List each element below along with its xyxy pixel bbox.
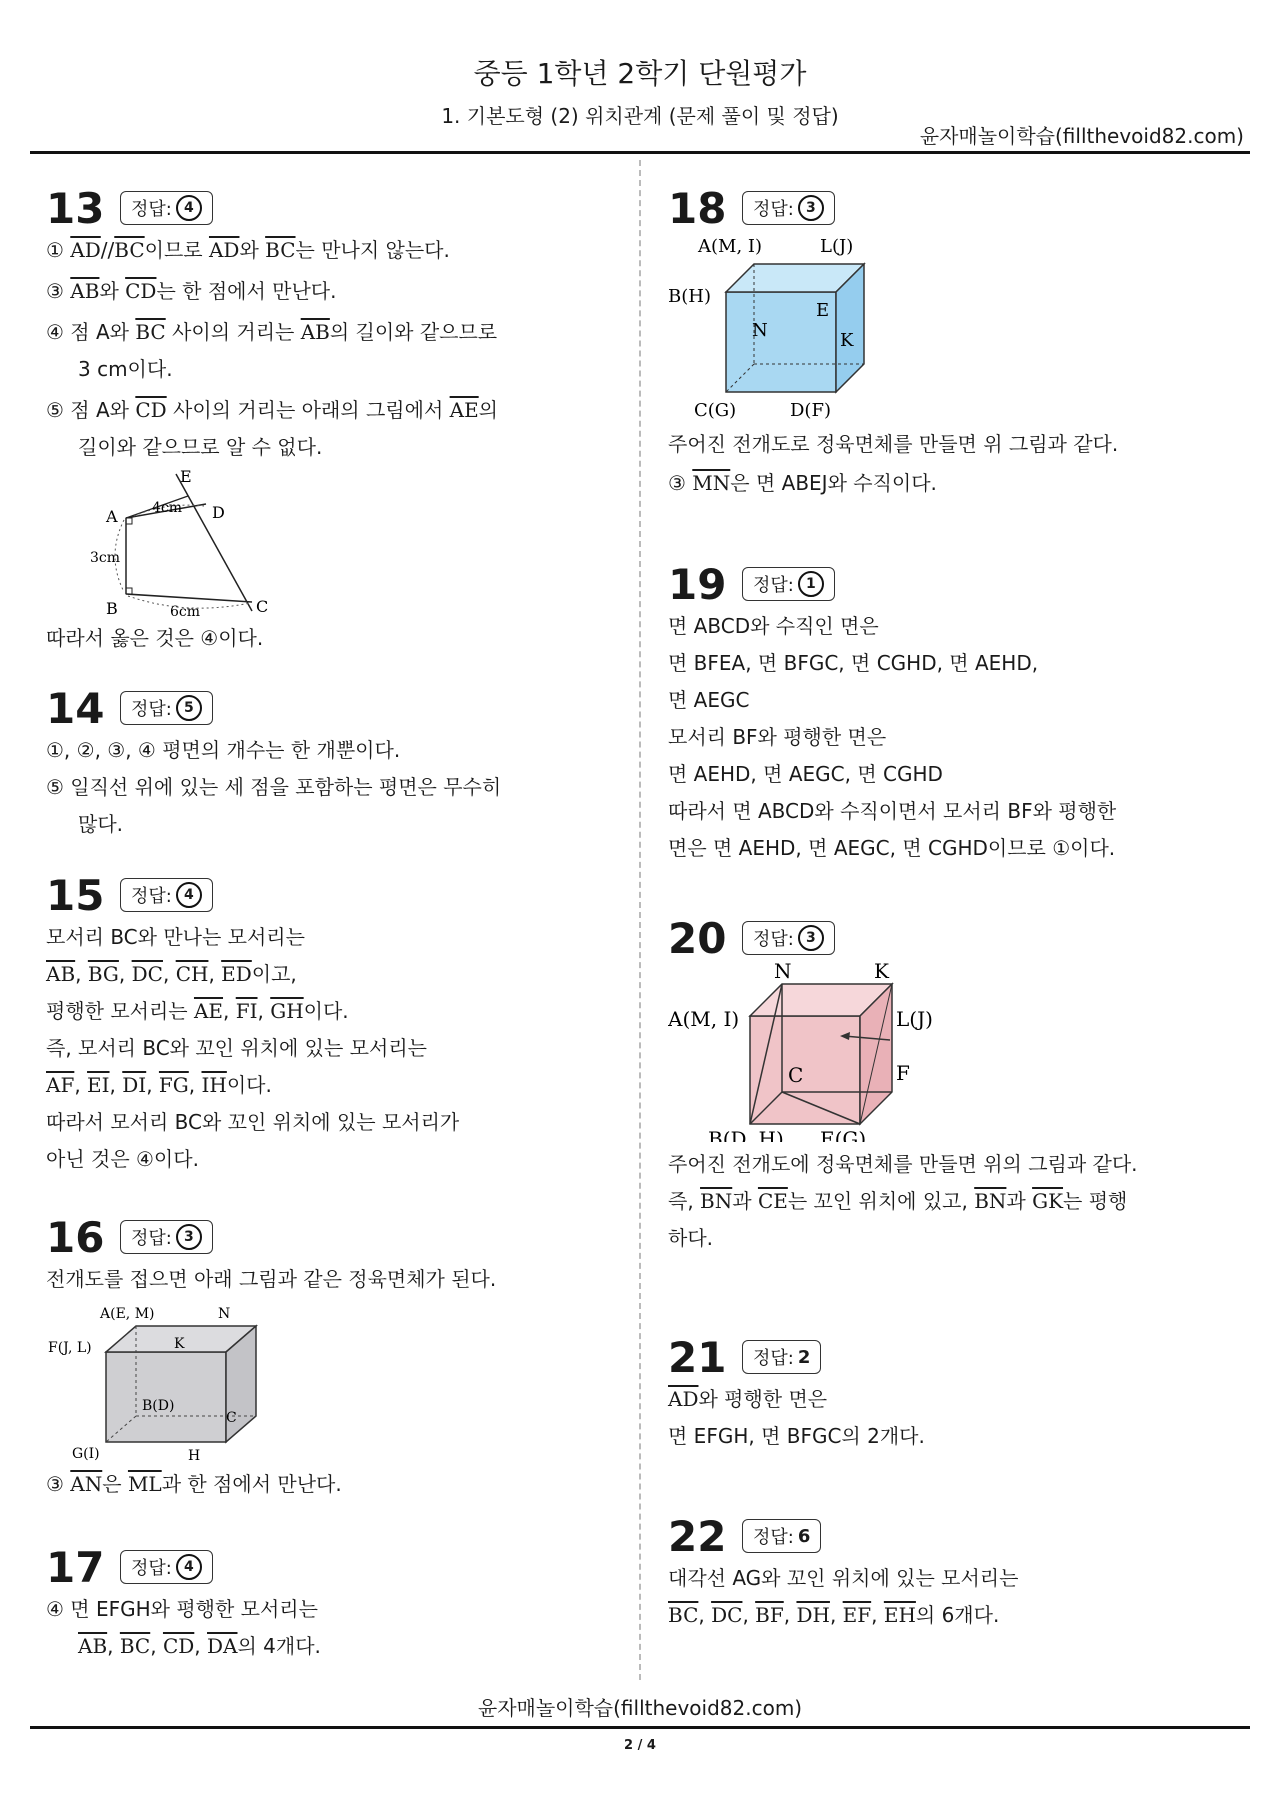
question-number: 13 — [46, 183, 105, 233]
solution-line: 주어진 전개도에 정육면체를 만들면 위의 그림과 같다. — [668, 1152, 1138, 1176]
label-bdh: B(D, H) — [708, 1127, 784, 1142]
solution-line: 면은 면 AEHD, 면 AEGC, 면 CGHD이므로 ①이다. — [668, 836, 1116, 860]
answer-badge: 정답: 3 — [742, 191, 835, 225]
answer-value: 2 — [797, 1346, 811, 1368]
label-bh: B(H) — [668, 286, 711, 307]
footer-site: 윤자매놀이학습(fillthevoid82.com) — [477, 1696, 803, 1720]
answer-badge: 정답: 1 — [742, 567, 835, 601]
answer-badge: 정답: 4 — [120, 878, 213, 912]
answer-mark: 4 — [176, 1554, 202, 1580]
label-h: H — [188, 1448, 201, 1462]
question-number: 15 — [46, 870, 105, 920]
label-ab-length: 3cm — [90, 550, 121, 566]
label-aem: A(E, M) — [100, 1306, 155, 1322]
solution-line: ④ 점 A와 $\overline{BC}$ 사이의 거리는 $\overline{AB}$의 길이와 같으므로 — [46, 320, 498, 344]
solution-line: 면 BFEA, 면 BFGC, 면 CGHD, 면 AEHD, — [668, 651, 1039, 675]
question-14 — [46, 684, 611, 843]
label-cg: C(G) — [694, 400, 737, 421]
trapezoid-figure — [76, 466, 316, 616]
solution-line: ⑤ 일직선 위에 있는 세 점을 포함하는 평면은 무수히 — [46, 775, 502, 799]
label-lj: L(J) — [896, 1007, 933, 1031]
question-18 — [668, 184, 1233, 502]
solution-line: ④ 면 EFGH와 평행한 모서리는 — [46, 1597, 318, 1621]
question-number: 16 — [46, 1212, 105, 1262]
label-bc-length: 6cm — [170, 604, 201, 616]
solution-line: 면 AEGC — [668, 688, 750, 712]
label-ad-length: 4cm — [152, 500, 183, 516]
answer-badge: 정답: 3 — [742, 921, 835, 955]
solution-line: 면 ABCD와 수직인 면은 — [668, 614, 879, 638]
solution-line: ③ $\overline{AN}$은 $\overline{ML}$과 한 점에서 만난다. — [46, 1472, 342, 1496]
question-17 — [46, 1543, 611, 1665]
label-n: N — [218, 1306, 231, 1322]
header-rule — [30, 151, 1250, 154]
label-e: E — [180, 467, 192, 486]
solution-line: 평행한 모서리는 $\overline{AE}$, $\overline{FI}$, $\overline{GH}$이다. — [46, 999, 349, 1023]
solution-line: 모서리 BC와 만나는 모서리는 — [46, 925, 305, 949]
solution-line: ③ $\overline{MN}$은 면 ABEJ와 수직이다. — [668, 471, 937, 495]
solution-line: ⑤ 점 A와 $\overline{CD}$ 사이의 거리는 아래의 그림에서 $\overline{AE}$의 — [46, 398, 498, 422]
page-title: 중등 1학년 2학기 단원평가 — [473, 57, 807, 90]
solution-line: $\overline{AF}$, $\overline{EI}$, $\overline{DI}$, $\overline{FG}$, $\overline{IH}$이다. — [46, 1073, 272, 1097]
label-df: D(F) — [790, 400, 831, 421]
answer-badge: 정답: 3 — [120, 1220, 213, 1254]
label-f: F — [896, 1061, 910, 1085]
label-d: D — [212, 503, 225, 522]
question-number: 19 — [668, 559, 727, 609]
question-22 — [668, 1512, 1233, 1634]
solution-line: 3 cm이다. — [78, 357, 173, 381]
label-k: K — [174, 1336, 185, 1352]
label-ami: A(M, I) — [698, 236, 763, 257]
question-number: 20 — [668, 913, 727, 963]
solution-line: $\overline{BC}$, $\overline{DC}$, $\overline{BF}$, $\overline{DH}$, $\overline{EF}$, $\overline{EH}$의 6개다. — [668, 1603, 1000, 1627]
label-ami: A(M, I) — [668, 1007, 740, 1031]
pink-cube-figure — [668, 962, 968, 1142]
solution-line: 많다. — [78, 812, 123, 836]
question-20 — [668, 914, 1233, 1257]
solution-line: ③ $\overline{AB}$와 $\overline{CD}$는 한 점에서 만난다. — [46, 279, 337, 303]
question-number: 14 — [46, 683, 105, 733]
answer-mark: 4 — [176, 195, 202, 221]
segment-bc — [126, 594, 252, 602]
label-gi: G(I) — [72, 1446, 100, 1462]
label-c: C — [788, 1063, 804, 1087]
answer-mark: 3 — [798, 195, 824, 221]
solution-line: $\overline{AB}$, $\overline{BG}$, $\overline{DC}$, $\overline{CH}$, $\overline{ED}$이고, — [46, 962, 297, 986]
answer-mark: 3 — [176, 1224, 202, 1250]
answer-mark: 4 — [176, 882, 202, 908]
column-divider — [639, 160, 641, 1680]
solution-line: 대각선 AG와 꼬인 위치에 있는 모서리는 — [668, 1566, 1019, 1590]
answer-mark: 5 — [176, 695, 202, 721]
solution-line: 전개도를 접으면 아래 그림과 같은 정육면체가 된다. — [46, 1267, 497, 1291]
solution-line: $\overline{AD}$와 평행한 면은 — [668, 1387, 828, 1411]
solution-line: 주어진 전개도로 정육면체를 만들면 위 그림과 같다. — [668, 432, 1119, 456]
blue-cube-figure — [668, 232, 918, 422]
solution-line: 따라서 모서리 BC와 꼬인 위치에 있는 모서리가 — [46, 1110, 460, 1134]
footer-rule — [30, 1726, 1250, 1729]
label-a: A — [106, 507, 118, 526]
answer-badge: 정답: 4 — [120, 191, 213, 225]
label-n: N — [752, 320, 768, 341]
solution-line: 따라서 옳은 것은 ④이다. — [46, 626, 264, 650]
solution-line: 아닌 것은 ④이다. — [46, 1147, 199, 1171]
question-13 — [46, 184, 611, 657]
answer-badge: 정답: 6 — [742, 1519, 821, 1553]
question-15 — [46, 871, 611, 1178]
answer-value: 6 — [797, 1525, 811, 1547]
answer-badge: 정답: 4 — [120, 1550, 213, 1584]
answer-mark: 3 — [798, 925, 824, 951]
question-21 — [668, 1333, 1233, 1455]
answer-mark: 1 — [798, 571, 824, 597]
solution-line: 모서리 BF와 평행한 면은 — [668, 725, 887, 749]
solution-line: 따라서 면 ABCD와 수직이면서 모서리 BF와 평행한 — [668, 799, 1117, 823]
page-number: 2 / 4 — [624, 1738, 656, 1753]
label-c: C — [256, 597, 269, 616]
solution-line: 길이와 같으므로 알 수 없다. — [78, 435, 323, 459]
header-site: 윤자매놀이학습(fillthevoid82.com) — [919, 124, 1244, 148]
label-n: N — [774, 962, 792, 983]
solution-line: $\overline{AB}$, $\overline{BC}$, $\overline{CD}$, $\overline{DA}$의 4개다. — [78, 1634, 321, 1658]
question-number: 22 — [668, 1511, 727, 1561]
label-k: K — [874, 962, 889, 983]
label-c: C — [226, 1410, 237, 1426]
page-subtitle: 1. 기본도형 (2) 위치관계 (문제 풀이 및 정답) — [441, 104, 839, 128]
gray-cube-figure — [46, 1302, 306, 1462]
label-fjl: F(J, L) — [48, 1340, 92, 1356]
solution-line: ①, ②, ③, ④ 평면의 개수는 한 개뿐이다. — [46, 738, 401, 762]
solution-line: 즉, $\overline{BN}$과 $\overline{CE}$는 꼬인 위치에 있고, $\overline{BN}$과 $\overline{GK}$는 평행 — [668, 1189, 1128, 1213]
label-k: K — [840, 330, 854, 351]
question-16 — [46, 1213, 611, 1503]
label-bd: B(D) — [142, 1398, 175, 1414]
line-ce — [176, 474, 252, 611]
solution-line: 면 EFGH, 면 BFGC의 2개다. — [668, 1424, 925, 1448]
label-e: E — [816, 300, 830, 321]
solution-line: 하다. — [668, 1226, 713, 1250]
question-number: 21 — [668, 1332, 727, 1382]
answer-badge: 정답: 5 — [120, 691, 213, 725]
question-number: 18 — [668, 183, 727, 233]
question-number: 17 — [46, 1542, 105, 1592]
solution-line: 면 AEHD, 면 AEGC, 면 CGHD — [668, 762, 943, 786]
solution-line: 즉, 모서리 BC와 꼬인 위치에 있는 모서리는 — [46, 1036, 427, 1060]
solution-line: ① $\overline{AD}//\overline{BC}$이므로 $\overline{AD}$와 $\overline{BC}$는 만나지 않는다. — [46, 238, 450, 262]
question-19 — [668, 560, 1233, 867]
label-eg: E(G) — [820, 1127, 867, 1142]
answer-badge: 정답: 2 — [742, 1340, 821, 1374]
label-b: B — [106, 599, 118, 616]
label-lj: L(J) — [820, 236, 854, 257]
